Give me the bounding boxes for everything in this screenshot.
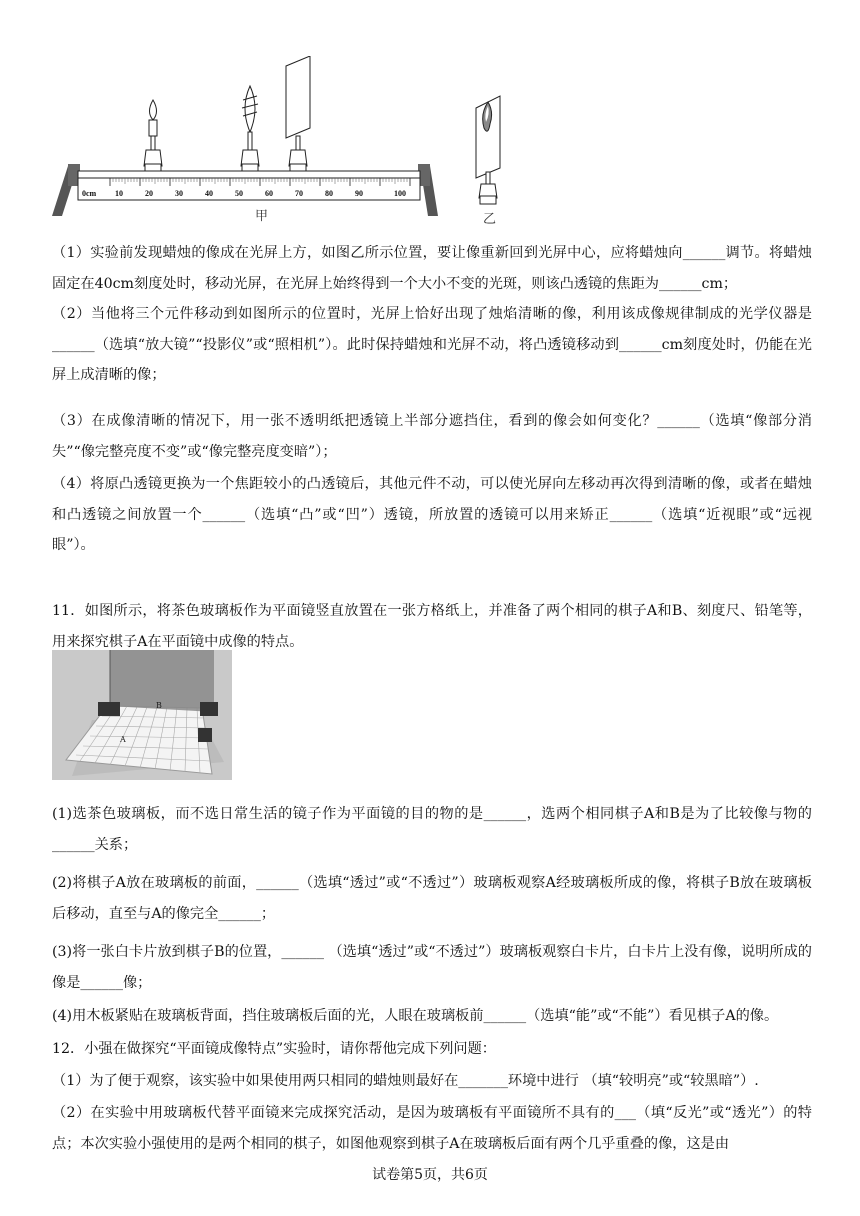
q10-part1: （1）实验前发现蜡烛的像成在光屏上方，如图乙所示位置，要让像重新回到光屏中心，应将蜡烛向______调节。将蜡烛固定在40cm刻度处时，移动光屏，在光屏上始终得到一个大小不变的光斑，则该凸透镜的焦距为______cm； (52, 245, 812, 292)
q11-part1: (1)选茶色玻璃板，而不选日常生活的镜子作为平面镜的目的物的是______，选两个相同棋子A和B是为了比较像与物的______关系； (52, 806, 812, 853)
optical-bench-figure (50, 56, 440, 226)
q11-stem: 11．如图所示，将茶色玻璃板作为平面镜竖直放置在一张方格纸上，并准备了两个相同的棋子A和B、刻度尺、铅笔等，用来探究棋子A在平面镜中成像的特点。 (52, 603, 812, 650)
candle-holder (144, 100, 162, 171)
ruler-tick: 100 (394, 189, 406, 198)
screen-image-figure (470, 92, 510, 212)
figure-caption-jia: 甲 (255, 209, 269, 224)
q12-part2: （2）在实验中用玻璃板代替平面镜来完成探究活动，是因为玻璃板有平面镜所不具有的___（填“反光”或“透光”）的特点；本次实验小强使用的是两个相同的棋子，如图他观察到棋子A在玻璃板后面有两个几乎重叠的像，这是由 (52, 1105, 812, 1152)
ruler-tick: 10 (115, 189, 123, 198)
screen-holder (286, 56, 310, 171)
label-a: A (120, 735, 126, 744)
lens-holder (241, 86, 259, 171)
label-b: B (156, 701, 162, 710)
page-footer: 试卷第5页，共6页 (372, 1167, 488, 1183)
ruler-tick: 80 (325, 189, 333, 198)
ruler-tick: 60 (265, 189, 273, 198)
q10-part2: （2）当他将三个元件移动到如图所示的位置时，光屏上恰好出现了烛焰清晰的像，利用该成像规律制成的光学仪器是______（选填“放大镜”“投影仪”或“照相机”）。此时保持蜡烛和光屏不动，将凸透镜移动到______cm刻度处时，仍能在光屏上成清晰的像； (52, 306, 812, 383)
ruler-tick: 70 (295, 189, 303, 198)
ruler-unit: 0cm (82, 189, 97, 198)
ruler-tick: 90 (355, 189, 363, 198)
ruler-tick: 20 (145, 189, 153, 198)
ruler-tick: 30 (175, 189, 183, 198)
q11-part2: (2)将棋子A放在玻璃板的前面，______（选填“透过”或“不透过”）玻璃板观察A经玻璃板所成的像，将棋子B放在玻璃板后移动，直至与A的像完全______； (52, 875, 812, 922)
figure-caption-yi: 乙 (483, 212, 497, 227)
q11-part4: (4)用木板紧贴在玻璃板背面，挡住玻璃板后面的光，人眼在玻璃板前______（选填“能”或“不能”）看见棋子A的像。 (52, 1008, 779, 1024)
q10-part3: （3）在成像清晰的情况下，用一张不透明纸把透镜上半部分遮挡住，看到的像会如何变化？______（选填“像部分消失”“像完整亮度不变”或“像完整亮度变暗”）； (52, 413, 812, 460)
q12-part1: （1）为了便于观察，该实验中如果使用两只相同的蜡烛则最好在_______环境中进行 （填“较明亮”或“较黑暗”）. (52, 1073, 759, 1089)
q12-stem: 12．小强在做探究“平面镜成像特点”实验时，请你帮他完成下列问题： (52, 1041, 496, 1057)
glass-plate-figure (52, 650, 232, 780)
q11-part3: (3)将一张白卡片放到棋子B的位置，______ （选填“透过”或“不透过”）玻璃板观察白卡片，白卡片上没有像，说明所成的像是______像； (52, 944, 812, 991)
q10-part4: （4）将原凸透镜更换为一个焦距较小的凸透镜后，其他元件不动，可以使光屏向左移动再次得到清晰的像，或者在蜡烛和凸透镜之间放置一个______（选填“凸”或“凹”）透镜，所放置的透镜可以用来矫正______（选填“近视眼”或“远视眼”）。 (52, 476, 812, 553)
ruler-tick: 50 (235, 189, 243, 198)
ruler-tick: 40 (205, 189, 213, 198)
